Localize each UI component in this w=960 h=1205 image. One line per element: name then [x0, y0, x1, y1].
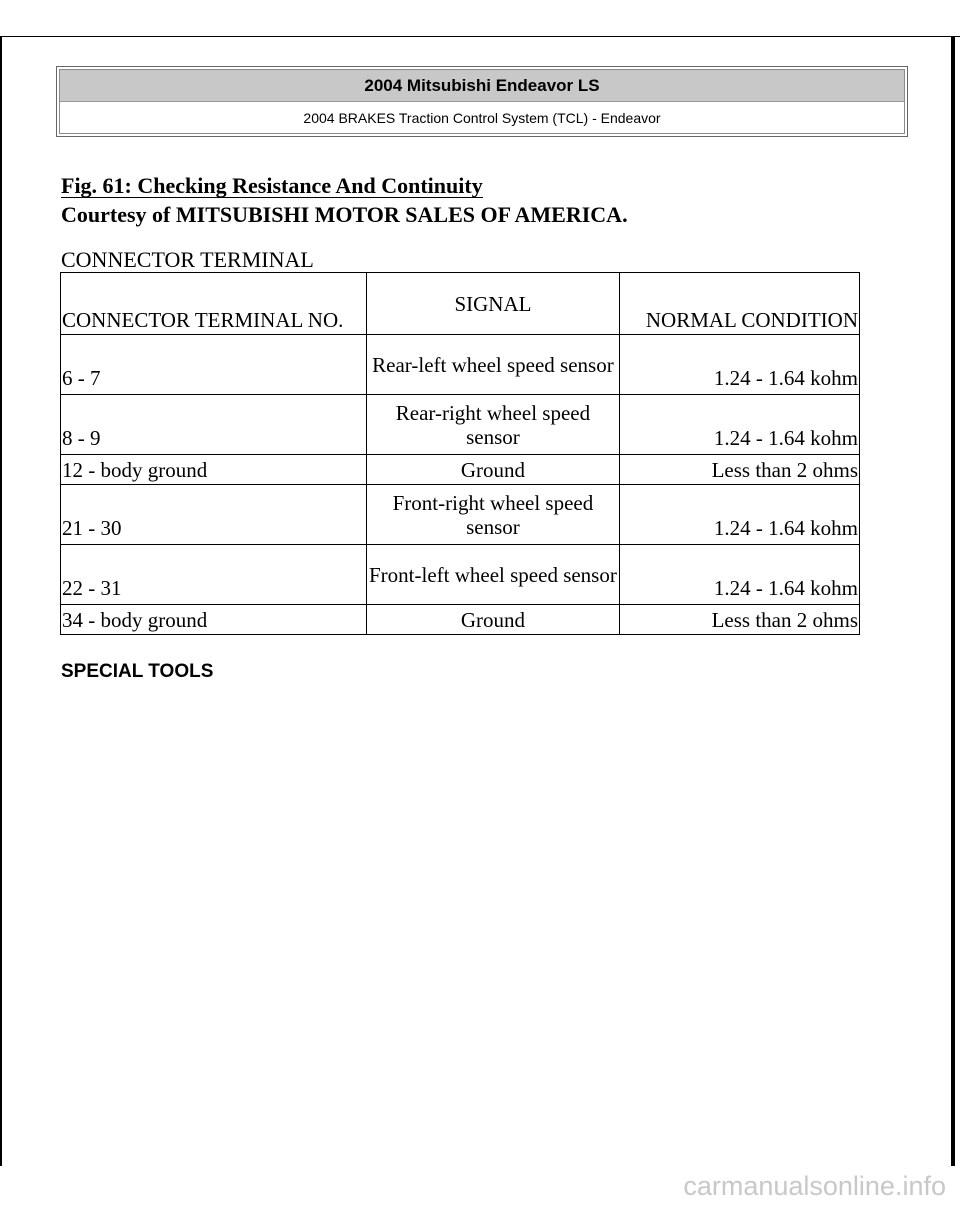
signal-cell: Rear-left wheel speed sensor [366, 335, 620, 395]
signal-cell: Ground [366, 455, 620, 485]
terminal-cell: 8 - 9 [61, 395, 367, 455]
table-row [61, 485, 860, 545]
condition-cell: Less than 2 ohms [620, 605, 860, 635]
special-tools-heading: SPECIAL TOOLS [61, 661, 214, 682]
condition-cell: 1.24 - 1.64 kohm [620, 545, 860, 605]
condition-cell: Less than 2 ohms [620, 455, 860, 485]
table-row [61, 545, 860, 605]
terminal-cell: 34 - body ground [61, 605, 367, 635]
figure-title: Fig. 61: Checking Resistance And Continuity [61, 173, 483, 198]
condition-cell: 1.24 - 1.64 kohm [620, 335, 860, 395]
signal-cell: Ground [366, 605, 620, 635]
figure-courtesy: Courtesy of MITSUBISHI MOTOR SALES OF AMERICA. [61, 202, 628, 227]
terminal-cell: 21 - 30 [61, 485, 367, 545]
condition-cell: 1.24 - 1.64 kohm [620, 395, 860, 455]
terminal-cell: 12 - body ground [61, 455, 367, 485]
column-header-signal: SIGNAL [366, 273, 620, 335]
document-title: 2004 Mitsubishi Endeavor LS [60, 70, 904, 102]
watermark-text: carmanualsonline.info [683, 1171, 946, 1201]
figure-caption [61, 171, 861, 229]
document-header-inner [59, 69, 905, 134]
table-header-row [61, 273, 860, 335]
condition-cell: 1.24 - 1.64 kohm [620, 485, 860, 545]
section-title: CONNECTOR TERMINAL [61, 247, 314, 272]
signal-cell: Front-right wheel speed sensor [366, 485, 620, 545]
document-subtitle: 2004 BRAKES Traction Control System (TCL) - Endeavor [303, 109, 661, 126]
document-header [56, 66, 908, 137]
table-row [61, 455, 860, 485]
page-edge-bar [951, 36, 955, 1166]
terminal-cell: 6 - 7 [61, 335, 367, 395]
table-row [61, 335, 860, 395]
signal-cell: Front-left wheel speed sensor [366, 545, 620, 605]
terminal-cell: 22 - 31 [61, 545, 367, 605]
signal-cell: Rear-right wheel speed sensor [366, 395, 620, 455]
table-row [61, 395, 860, 455]
column-header-terminal: CONNECTOR TERMINAL NO. [61, 273, 367, 335]
table-row [61, 605, 860, 635]
column-header-condition: NORMAL CONDITION [620, 273, 860, 335]
connector-terminal-table [60, 272, 860, 635]
